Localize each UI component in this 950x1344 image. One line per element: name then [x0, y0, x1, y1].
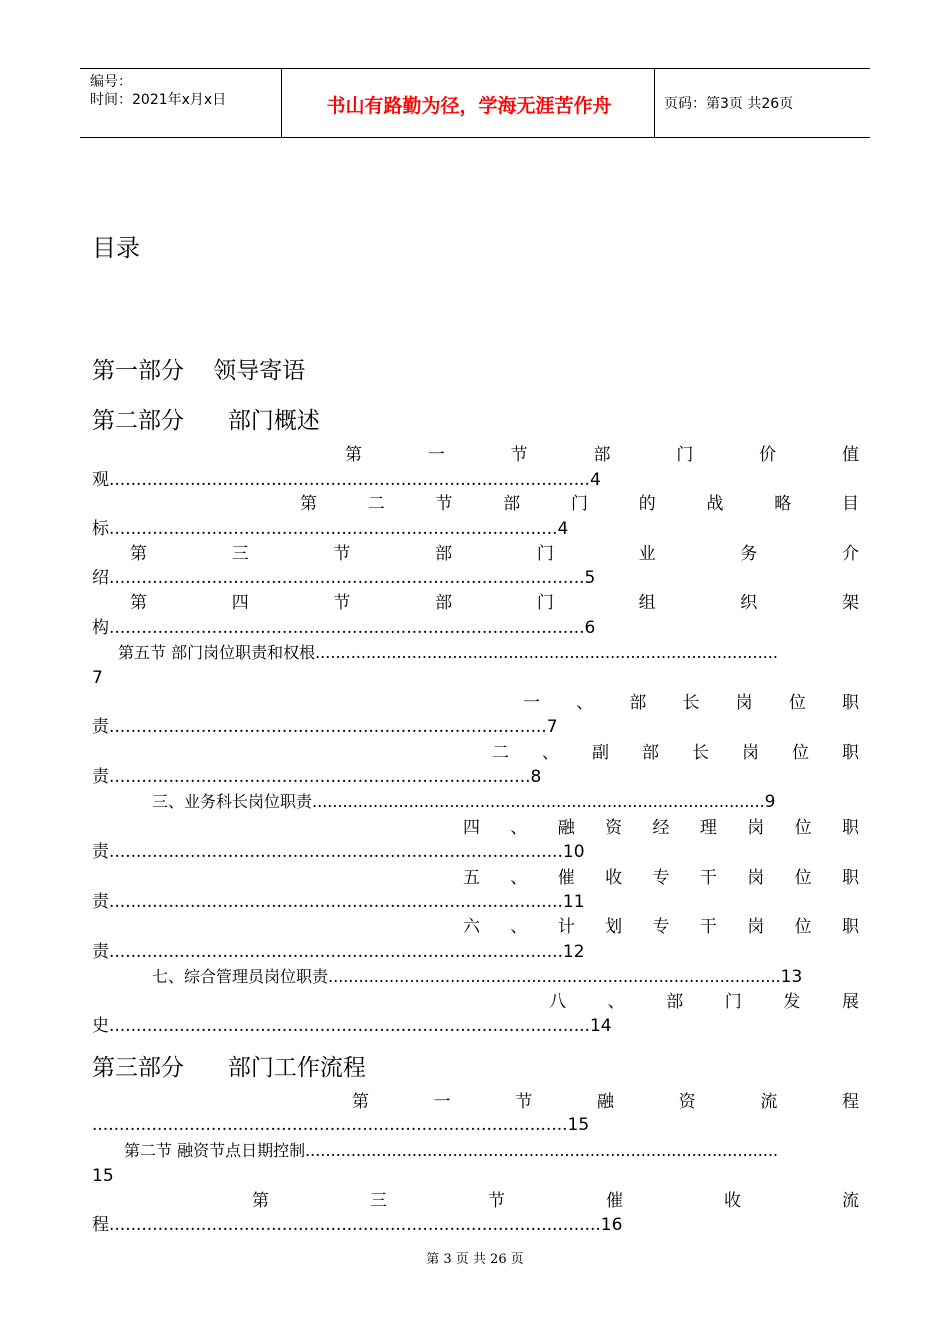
toc-entry-label: 第 三 节 部 门 业 务 介 [130, 544, 859, 564]
toc-entry-tail: 责 [92, 892, 109, 912]
toc-page-number: 5 [584, 568, 596, 588]
toc-entry-label: 第 一 节 融 资 流 程 [352, 1092, 859, 1112]
toc-entry-label: 第 二 节 部 门 的 战 略 目 [300, 494, 859, 514]
toc-entry-leader: 史.........................................................................................14 [92, 1016, 612, 1036]
toc-entry-leader: 责....................................................................................10 [92, 842, 585, 862]
toc-entry-leader: 构........................................................................................6 [92, 618, 596, 638]
toc-page-number: 7 [92, 668, 103, 688]
toc-page-number: 15 [567, 1115, 590, 1135]
toc-entry-label: 八 、 部 门 发 展 [549, 992, 859, 1012]
toc-entry-leader: 三、业务科长岗位职责.........................................................................................9 [152, 792, 776, 812]
document-header [80, 68, 870, 138]
toc-entry-label: 第 四 节 部 门 组 织 架 [130, 593, 859, 613]
toc-page-number: 10 [562, 842, 585, 862]
toc-entry-leader: 标...................................................................................4 [92, 519, 569, 539]
toc-entry-tail: 绍 [92, 568, 109, 588]
toc-entry-label: 一 、 部 长 岗 位 职 [523, 693, 859, 713]
toc-entry-label: 三、业务科长岗位职责 [152, 792, 313, 811]
toc-page-number: 11 [562, 892, 585, 912]
toc-page-number: 13 [780, 967, 803, 987]
toc-entry-leader: 七、综合管理员岗位职责.........................................................................................13 [152, 967, 803, 987]
toc-entry-leader: 观.........................................................................................4 [92, 470, 601, 490]
toc-entry-tail: 标 [92, 519, 109, 539]
toc-page-number: 8 [530, 767, 542, 787]
toc-entry-leader: 第五节 部门岗位职责和权根........................................................................................... [118, 643, 778, 662]
header-motto: 书山有路勤为径，学海无涯苦作舟 [326, 95, 612, 117]
toc-entry-tail: 构 [92, 618, 109, 638]
toc-entry-leader: 责..............................................................................8 [92, 767, 542, 787]
toc-entry-tail: 程 [92, 1215, 109, 1235]
header-divider [654, 69, 655, 137]
toc-entry-leader: 责.................................................................................7 [92, 717, 558, 737]
toc-page-number: 14 [589, 1016, 612, 1036]
part-heading: 第二部分 部门概述 [92, 408, 320, 434]
part-heading: 第三部分 部门工作流程 [92, 1055, 366, 1081]
toc-entry-label: 五 、 催 收 专 干 岗 位 职 [463, 868, 859, 888]
toc-entry-label: 第五节 部门岗位职责和权根 [118, 643, 316, 662]
toc-entry-tail: 责 [92, 942, 109, 962]
toc-entry-leader: 第二节 融资节点日期控制............................................................................................. [124, 1141, 779, 1160]
toc-entry-leader: ........................................................................................15 [92, 1115, 590, 1135]
toc-entry-tail: 责 [92, 717, 109, 737]
header-number-label: 编号： [90, 74, 132, 90]
toc-entry-label: 四 、 融 资 经 理 岗 位 职 [463, 818, 859, 838]
toc-page-number: 16 [600, 1215, 623, 1235]
toc-page-number: 7 [546, 717, 558, 737]
part-heading: 第一部分 领导寄语 [92, 358, 306, 384]
toc-entry-tail: 观 [92, 470, 109, 490]
toc-title: 目录 [92, 234, 140, 262]
toc-entry-leader: 责....................................................................................12 [92, 942, 585, 962]
toc-page-number: 4 [589, 470, 601, 490]
toc-entry-label: 第 三 节 催 收 流 [252, 1191, 859, 1211]
toc-entry-tail: 史 [92, 1016, 109, 1036]
toc-page-number: 12 [562, 942, 585, 962]
toc-entry-leader: 程...........................................................................................16 [92, 1215, 623, 1235]
header-date: 时间：2021年x月x日 [90, 92, 227, 108]
toc-entry-tail: 责 [92, 767, 109, 787]
toc-entry-leader: 绍........................................................................................5 [92, 568, 596, 588]
toc-page-number: 4 [557, 519, 569, 539]
page-footer: 第 3 页 共 26 页 [426, 1252, 524, 1267]
toc-entry-label: 六 、 计 划 专 干 岗 位 职 [463, 917, 859, 937]
toc-entry-label: 二 、 副 部 长 岗 位 职 [492, 743, 859, 763]
toc-page-number: 15 [92, 1166, 114, 1186]
toc-entry-label: 第 一 节 部 门 价 值 [345, 445, 859, 465]
toc-page-number: 9 [764, 792, 776, 812]
header-page-number: 页码：第3页 共26页 [664, 96, 794, 112]
toc-entry-leader: 责....................................................................................11 [92, 892, 585, 912]
toc-entry-label: 七、综合管理员岗位职责 [152, 967, 329, 986]
toc-entry-label: 第二节 融资节点日期控制 [124, 1141, 306, 1160]
toc-entry-tail: 责 [92, 842, 109, 862]
toc-page-number: 6 [584, 618, 596, 638]
